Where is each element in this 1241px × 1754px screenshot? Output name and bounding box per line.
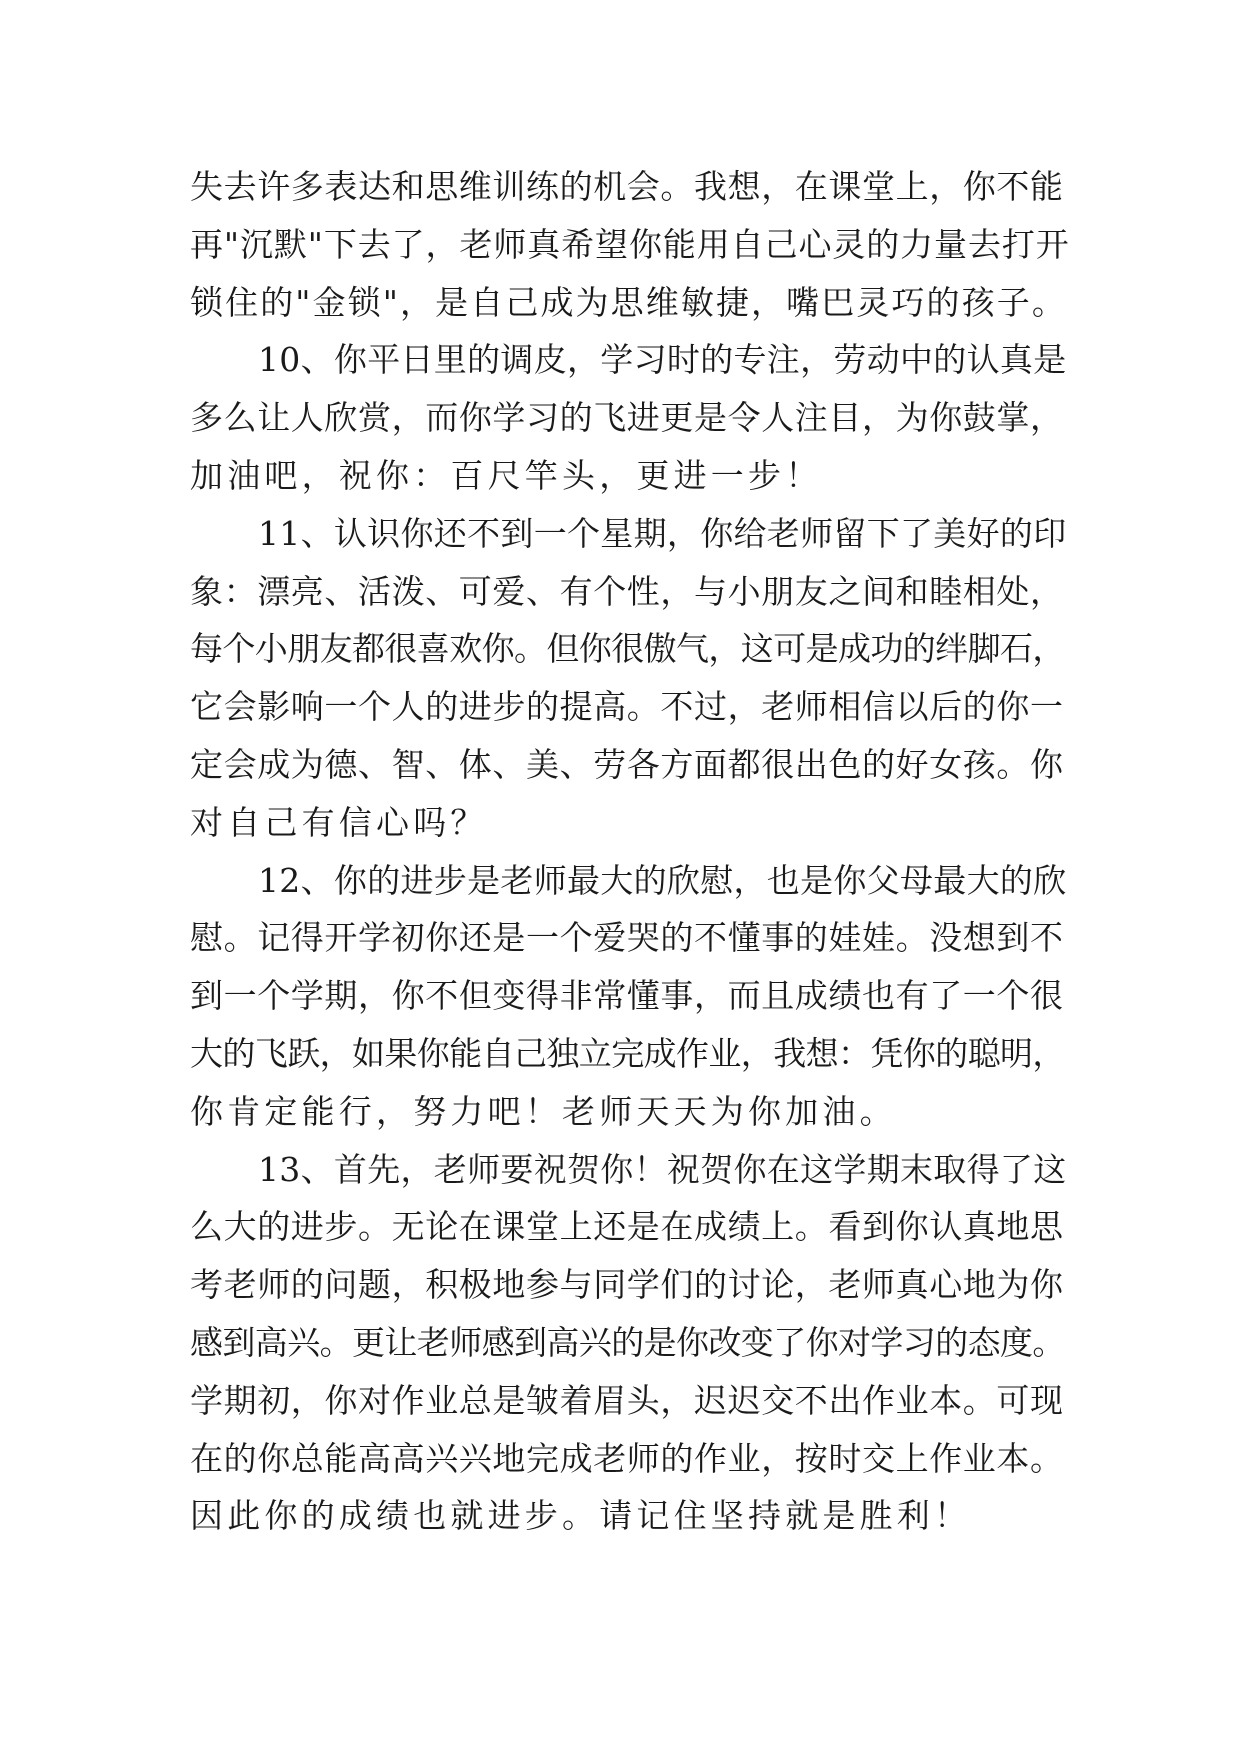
text-line: 学期初，你对作业总是皱着眉头，迟迟交不出作业本。可现 — [190, 1380, 1064, 1420]
text-line: 到一个学期，你不但变得非常懂事，而且成绩也有了一个很 — [190, 976, 1064, 1016]
text-line: 慰。记得开学初你还是一个爱哭的不懂事的娃娃。没想到不 — [190, 918, 1064, 958]
text-line: 多么让人欣赏，而你学习的飞进更是令人注目，为你鼓掌， — [190, 398, 1064, 438]
text-line: 么大的进步。无论在课堂上还是在成绩上。看到你认真地思 — [190, 1207, 1064, 1247]
text-line: 失去许多表达和思维训练的机会。我想，在课堂上，你不能 — [190, 167, 1064, 206]
text-line: 因此你的成绩也就进步。请记住坚持就是胜利！ — [190, 1496, 972, 1536]
text-line: 你肯定能行，努力吧！老师天天为你加油。 — [190, 1091, 897, 1131]
text-line: 它会影响一个人的进步的提高。不过，老师相信以后的你一 — [190, 687, 1064, 727]
text-line: 再"沉默"下去了，老师真希望你能用自己心灵的力量去打开 — [190, 224, 1070, 264]
text-line: 象：漂亮、活泼、可爱、有个性，与小朋友之间和睦相处， — [190, 571, 1064, 611]
text-line: 大的飞跃，如果你能自己独立完成作业，我想：凭你的聪明， — [190, 1033, 1065, 1073]
text-line: 在的你总能高高兴兴地完成老师的作业，按时交上作业本。 — [190, 1438, 1064, 1478]
text-line: 考老师的问题，积极地参与同学们的讨论，老师真心地为你 — [190, 1265, 1064, 1305]
text-line: 12、你的进步是老师最大的欣慰，也是你父母最大的欣 — [258, 860, 1067, 900]
text-line: 10、你平日里的调皮，学习时的专注，劳动中的认真是 — [258, 340, 1067, 380]
text-line: 对自己有信心吗？ — [190, 802, 488, 842]
text-line: 每个小朋友都很喜欢你。但你很傲气，这可是成功的绊脚石， — [190, 629, 1065, 669]
document-body — [190, 158, 1070, 1545]
text-line: 感到高兴。更让老师感到高兴的是你改变了你对学习的态度。 — [190, 1322, 1065, 1362]
text-line: 13、首先，老师要祝贺你！祝贺你在这学期末取得了这 — [258, 1149, 1067, 1189]
text-line: 定会成为德、智、体、美、劳各方面都很出色的好女孩。你 — [190, 744, 1064, 784]
text-line: 锁住的"金锁"，是自己成为思维敏捷，嘴巴灵巧的孩子。 — [190, 282, 1067, 322]
text-line: 11、认识你还不到一个星期，你给老师留下了美好的印 — [258, 513, 1067, 553]
text-line: 加油吧，祝你：百尺竿头，更进一步！ — [190, 455, 823, 495]
